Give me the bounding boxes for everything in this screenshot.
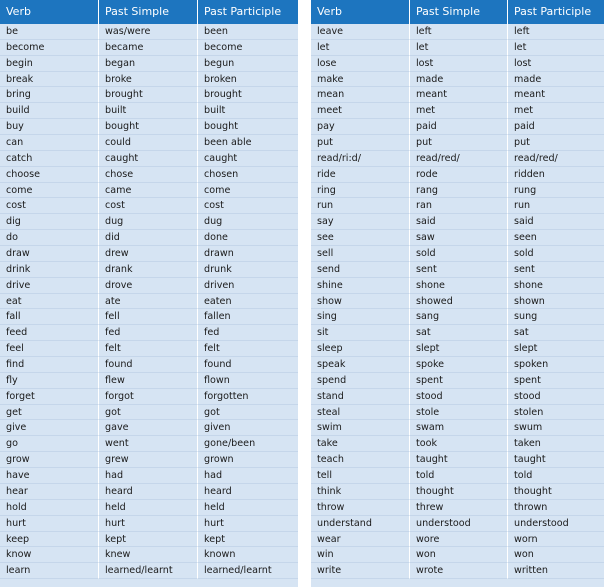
past-participle-cell: worn <box>507 532 604 548</box>
verb-cell: speak <box>311 357 409 373</box>
verb-cell: drink <box>0 262 98 278</box>
verb-cell: come <box>0 183 98 199</box>
verb-cell: sell <box>311 246 409 262</box>
header-past-simple: Past Simple <box>98 0 197 24</box>
verb-cell: put <box>311 135 409 151</box>
past-participle-cell: let <box>507 40 604 56</box>
past-participle-cell: paid <box>507 119 604 135</box>
past-simple-cell: began <box>98 56 197 72</box>
past-participle-cell: taken <box>507 436 604 452</box>
header-verb: Verb <box>311 0 409 24</box>
past-simple-cell: built <box>98 103 197 119</box>
past-simple-cell: sent <box>409 262 507 278</box>
header-past-simple: Past Simple <box>409 0 507 24</box>
past-simple-cell: wore <box>409 532 507 548</box>
past-simple-cell: saw <box>409 230 507 246</box>
verb-cell: shine <box>311 278 409 294</box>
past-participle-cell: understood <box>507 516 604 532</box>
verb-cell: say <box>311 214 409 230</box>
verb-cell: dig <box>0 214 98 230</box>
past-participle-cell: read/red/ <box>507 151 604 167</box>
past-simple-cell: paid <box>409 119 507 135</box>
past-participle-cell: told <box>507 468 604 484</box>
verb-cell: build <box>0 103 98 119</box>
past-simple-cell: spent <box>409 373 507 389</box>
verb-cell: throw <box>311 500 409 516</box>
verb-cell: lose <box>311 56 409 72</box>
past-participle-cell: sent <box>507 262 604 278</box>
past-participle-cell: met <box>507 103 604 119</box>
past-participle-cell: eaten <box>197 294 298 310</box>
past-participle-cell: found <box>197 357 298 373</box>
header-verb: Verb <box>0 0 98 24</box>
past-participle-cell: seen <box>507 230 604 246</box>
past-participle-cell: meant <box>507 87 604 103</box>
past-simple-cell: forgot <box>98 389 197 405</box>
past-simple-cell: sang <box>409 309 507 325</box>
past-simple-cell: sat <box>409 325 507 341</box>
past-participle-cell: left <box>507 24 604 40</box>
past-participle-cell: grown <box>197 452 298 468</box>
verb-cell: tell <box>311 468 409 484</box>
verb-cell: go <box>0 436 98 452</box>
verb-cell: pay <box>311 119 409 135</box>
verb-cell: hurt <box>0 516 98 532</box>
past-simple-cell: wrote <box>409 563 507 579</box>
past-simple-cell: stood <box>409 389 507 405</box>
past-participle-cell: thought <box>507 484 604 500</box>
past-simple-cell: found <box>98 357 197 373</box>
past-simple-cell: flew <box>98 373 197 389</box>
verb-cell: feel <box>0 341 98 357</box>
past-participle-cell: been able <box>197 135 298 151</box>
past-participle-cell: shown <box>507 294 604 310</box>
verb-cell: take <box>311 436 409 452</box>
past-simple-cell: stole <box>409 405 507 421</box>
past-simple-cell: hurt <box>98 516 197 532</box>
past-simple-cell: dug <box>98 214 197 230</box>
verb-cell: begin <box>0 56 98 72</box>
past-simple-cell: fed <box>98 325 197 341</box>
past-participle-cell: fed <box>197 325 298 341</box>
past-simple-cell: slept <box>409 341 507 357</box>
past-participle-cell: rung <box>507 183 604 199</box>
past-participle-cell: won <box>507 547 604 563</box>
past-participle-cell: got <box>197 405 298 421</box>
past-participle-cell: slept <box>507 341 604 357</box>
verb-cell: choose <box>0 167 98 183</box>
verb-cell: give <box>0 420 98 436</box>
verb-cell: know <box>0 547 98 563</box>
past-participle-cell: held <box>197 500 298 516</box>
past-simple-cell: put <box>409 135 507 151</box>
past-simple-cell: read/red/ <box>409 151 507 167</box>
past-participle-cell: fallen <box>197 309 298 325</box>
past-participle-cell: caught <box>197 151 298 167</box>
past-participle-cell: had <box>197 468 298 484</box>
verb-cell: sleep <box>311 341 409 357</box>
past-participle-cell: said <box>507 214 604 230</box>
past-participle-cell: known <box>197 547 298 563</box>
past-simple-cell: became <box>98 40 197 56</box>
verb-cell: understand <box>311 516 409 532</box>
past-simple-cell: understood <box>409 516 507 532</box>
past-simple-cell: thought <box>409 484 507 500</box>
past-simple-cell: grew <box>98 452 197 468</box>
verb-cell: let <box>311 40 409 56</box>
verb-cell: make <box>311 72 409 88</box>
past-simple-cell: spoke <box>409 357 507 373</box>
past-simple-cell: came <box>98 183 197 199</box>
past-participle-cell: chosen <box>197 167 298 183</box>
verb-cell: swim <box>311 420 409 436</box>
verb-cell: do <box>0 230 98 246</box>
past-simple-cell: could <box>98 135 197 151</box>
past-participle-cell: given <box>197 420 298 436</box>
past-simple-cell: chose <box>98 167 197 183</box>
verb-cell: can <box>0 135 98 151</box>
past-participle-cell: run <box>507 198 604 214</box>
past-simple-cell: fell <box>98 309 197 325</box>
past-simple-cell: cost <box>98 198 197 214</box>
verb-table-left <box>0 0 298 587</box>
past-simple-cell: had <box>98 468 197 484</box>
past-participle-cell: gone/been <box>197 436 298 452</box>
past-simple-cell: kept <box>98 532 197 548</box>
past-simple-cell: felt <box>98 341 197 357</box>
past-participle-cell: kept <box>197 532 298 548</box>
verb-cell: write <box>311 563 409 579</box>
past-simple-cell: ate <box>98 294 197 310</box>
past-simple-cell: drove <box>98 278 197 294</box>
past-simple-cell: learned/learnt <box>98 563 197 579</box>
verb-cell: get <box>0 405 98 421</box>
verb-cell: teach <box>311 452 409 468</box>
past-simple-cell: ran <box>409 198 507 214</box>
verb-cell: buy <box>0 119 98 135</box>
verb-cell: ring <box>311 183 409 199</box>
past-simple-cell: gave <box>98 420 197 436</box>
past-participle-cell: hurt <box>197 516 298 532</box>
past-simple-cell: got <box>98 405 197 421</box>
past-simple-cell: held <box>98 500 197 516</box>
verb-cell: hear <box>0 484 98 500</box>
past-simple-cell: said <box>409 214 507 230</box>
past-simple-cell: drew <box>98 246 197 262</box>
past-participle-cell: thrown <box>507 500 604 516</box>
verb-cell: spend <box>311 373 409 389</box>
past-simple-cell: shone <box>409 278 507 294</box>
verb-cell: find <box>0 357 98 373</box>
past-participle-cell: become <box>197 40 298 56</box>
header-past-participle: Past Participle <box>507 0 604 24</box>
past-participle-cell: put <box>507 135 604 151</box>
verb-cell: cost <box>0 198 98 214</box>
past-participle-cell: spent <box>507 373 604 389</box>
past-participle-cell: forgotten <box>197 389 298 405</box>
verb-cell: drive <box>0 278 98 294</box>
past-simple-cell: showed <box>409 294 507 310</box>
past-simple-cell: met <box>409 103 507 119</box>
past-participle-cell: lost <box>507 56 604 72</box>
past-participle-cell: been <box>197 24 298 40</box>
verb-cell: forget <box>0 389 98 405</box>
verb-cell: stand <box>311 389 409 405</box>
past-simple-cell: broke <box>98 72 197 88</box>
verb-cell: sit <box>311 325 409 341</box>
past-participle-cell: broken <box>197 72 298 88</box>
past-simple-cell: meant <box>409 87 507 103</box>
verb-cell: be <box>0 24 98 40</box>
past-simple-cell: brought <box>98 87 197 103</box>
verb-cell: feed <box>0 325 98 341</box>
verb-cell: win <box>311 547 409 563</box>
past-participle-cell: swum <box>507 420 604 436</box>
past-simple-cell: went <box>98 436 197 452</box>
verb-table-right <box>311 0 604 587</box>
verb-cell: learn <box>0 563 98 579</box>
past-simple-cell: rode <box>409 167 507 183</box>
verb-cell: read/ri:d/ <box>311 151 409 167</box>
verb-cell: fall <box>0 309 98 325</box>
verb-cell: grow <box>0 452 98 468</box>
verb-cell: hold <box>0 500 98 516</box>
past-simple-cell: made <box>409 72 507 88</box>
past-participle-cell: learned/learnt <box>197 563 298 579</box>
verb-cell: send <box>311 262 409 278</box>
past-participle-cell: made <box>507 72 604 88</box>
verb-cell: bring <box>0 87 98 103</box>
past-participle-cell: stolen <box>507 405 604 421</box>
past-simple-cell: let <box>409 40 507 56</box>
past-simple-cell: left <box>409 24 507 40</box>
past-participle-cell: sold <box>507 246 604 262</box>
past-participle-cell: shone <box>507 278 604 294</box>
past-simple-cell: swam <box>409 420 507 436</box>
past-participle-cell: drunk <box>197 262 298 278</box>
verb-cell: see <box>311 230 409 246</box>
past-participle-cell: dug <box>197 214 298 230</box>
verb-cell: fly <box>0 373 98 389</box>
past-participle-cell: cost <box>197 198 298 214</box>
verb-cell: draw <box>0 246 98 262</box>
past-simple-cell: was/were <box>98 24 197 40</box>
verb-cell: run <box>311 198 409 214</box>
past-simple-cell: told <box>409 468 507 484</box>
past-participle-cell: done <box>197 230 298 246</box>
past-simple-cell: threw <box>409 500 507 516</box>
past-participle-cell: flown <box>197 373 298 389</box>
past-simple-cell: bought <box>98 119 197 135</box>
past-simple-cell: won <box>409 547 507 563</box>
header-past-participle: Past Participle <box>197 0 298 24</box>
past-participle-cell: sat <box>507 325 604 341</box>
past-simple-cell: sold <box>409 246 507 262</box>
past-participle-cell: written <box>507 563 604 579</box>
verb-cell: ride <box>311 167 409 183</box>
past-simple-cell: rang <box>409 183 507 199</box>
verb-cell: have <box>0 468 98 484</box>
verb-cell: think <box>311 484 409 500</box>
verb-cell: wear <box>311 532 409 548</box>
verb-cell: show <box>311 294 409 310</box>
verb-cell: catch <box>0 151 98 167</box>
past-simple-cell: taught <box>409 452 507 468</box>
past-participle-cell: built <box>197 103 298 119</box>
past-simple-cell: heard <box>98 484 197 500</box>
verb-cell: leave <box>311 24 409 40</box>
past-participle-cell: drawn <box>197 246 298 262</box>
verb-cell: become <box>0 40 98 56</box>
past-simple-cell: did <box>98 230 197 246</box>
verb-cell: steal <box>311 405 409 421</box>
past-simple-cell: took <box>409 436 507 452</box>
past-participle-cell: begun <box>197 56 298 72</box>
past-participle-cell: felt <box>197 341 298 357</box>
past-participle-cell: ridden <box>507 167 604 183</box>
past-participle-cell: spoken <box>507 357 604 373</box>
past-participle-cell: taught <box>507 452 604 468</box>
verb-cell: mean <box>311 87 409 103</box>
past-simple-cell: drank <box>98 262 197 278</box>
past-participle-cell: brought <box>197 87 298 103</box>
past-participle-cell: stood <box>507 389 604 405</box>
past-participle-cell: sung <box>507 309 604 325</box>
verb-cell: keep <box>0 532 98 548</box>
past-participle-cell: come <box>197 183 298 199</box>
verb-cell: eat <box>0 294 98 310</box>
past-simple-cell: lost <box>409 56 507 72</box>
past-participle-cell: driven <box>197 278 298 294</box>
past-participle-cell: bought <box>197 119 298 135</box>
past-simple-cell: knew <box>98 547 197 563</box>
verb-cell: meet <box>311 103 409 119</box>
verb-cell: sing <box>311 309 409 325</box>
verb-cell: break <box>0 72 98 88</box>
past-participle-cell: heard <box>197 484 298 500</box>
past-simple-cell: caught <box>98 151 197 167</box>
